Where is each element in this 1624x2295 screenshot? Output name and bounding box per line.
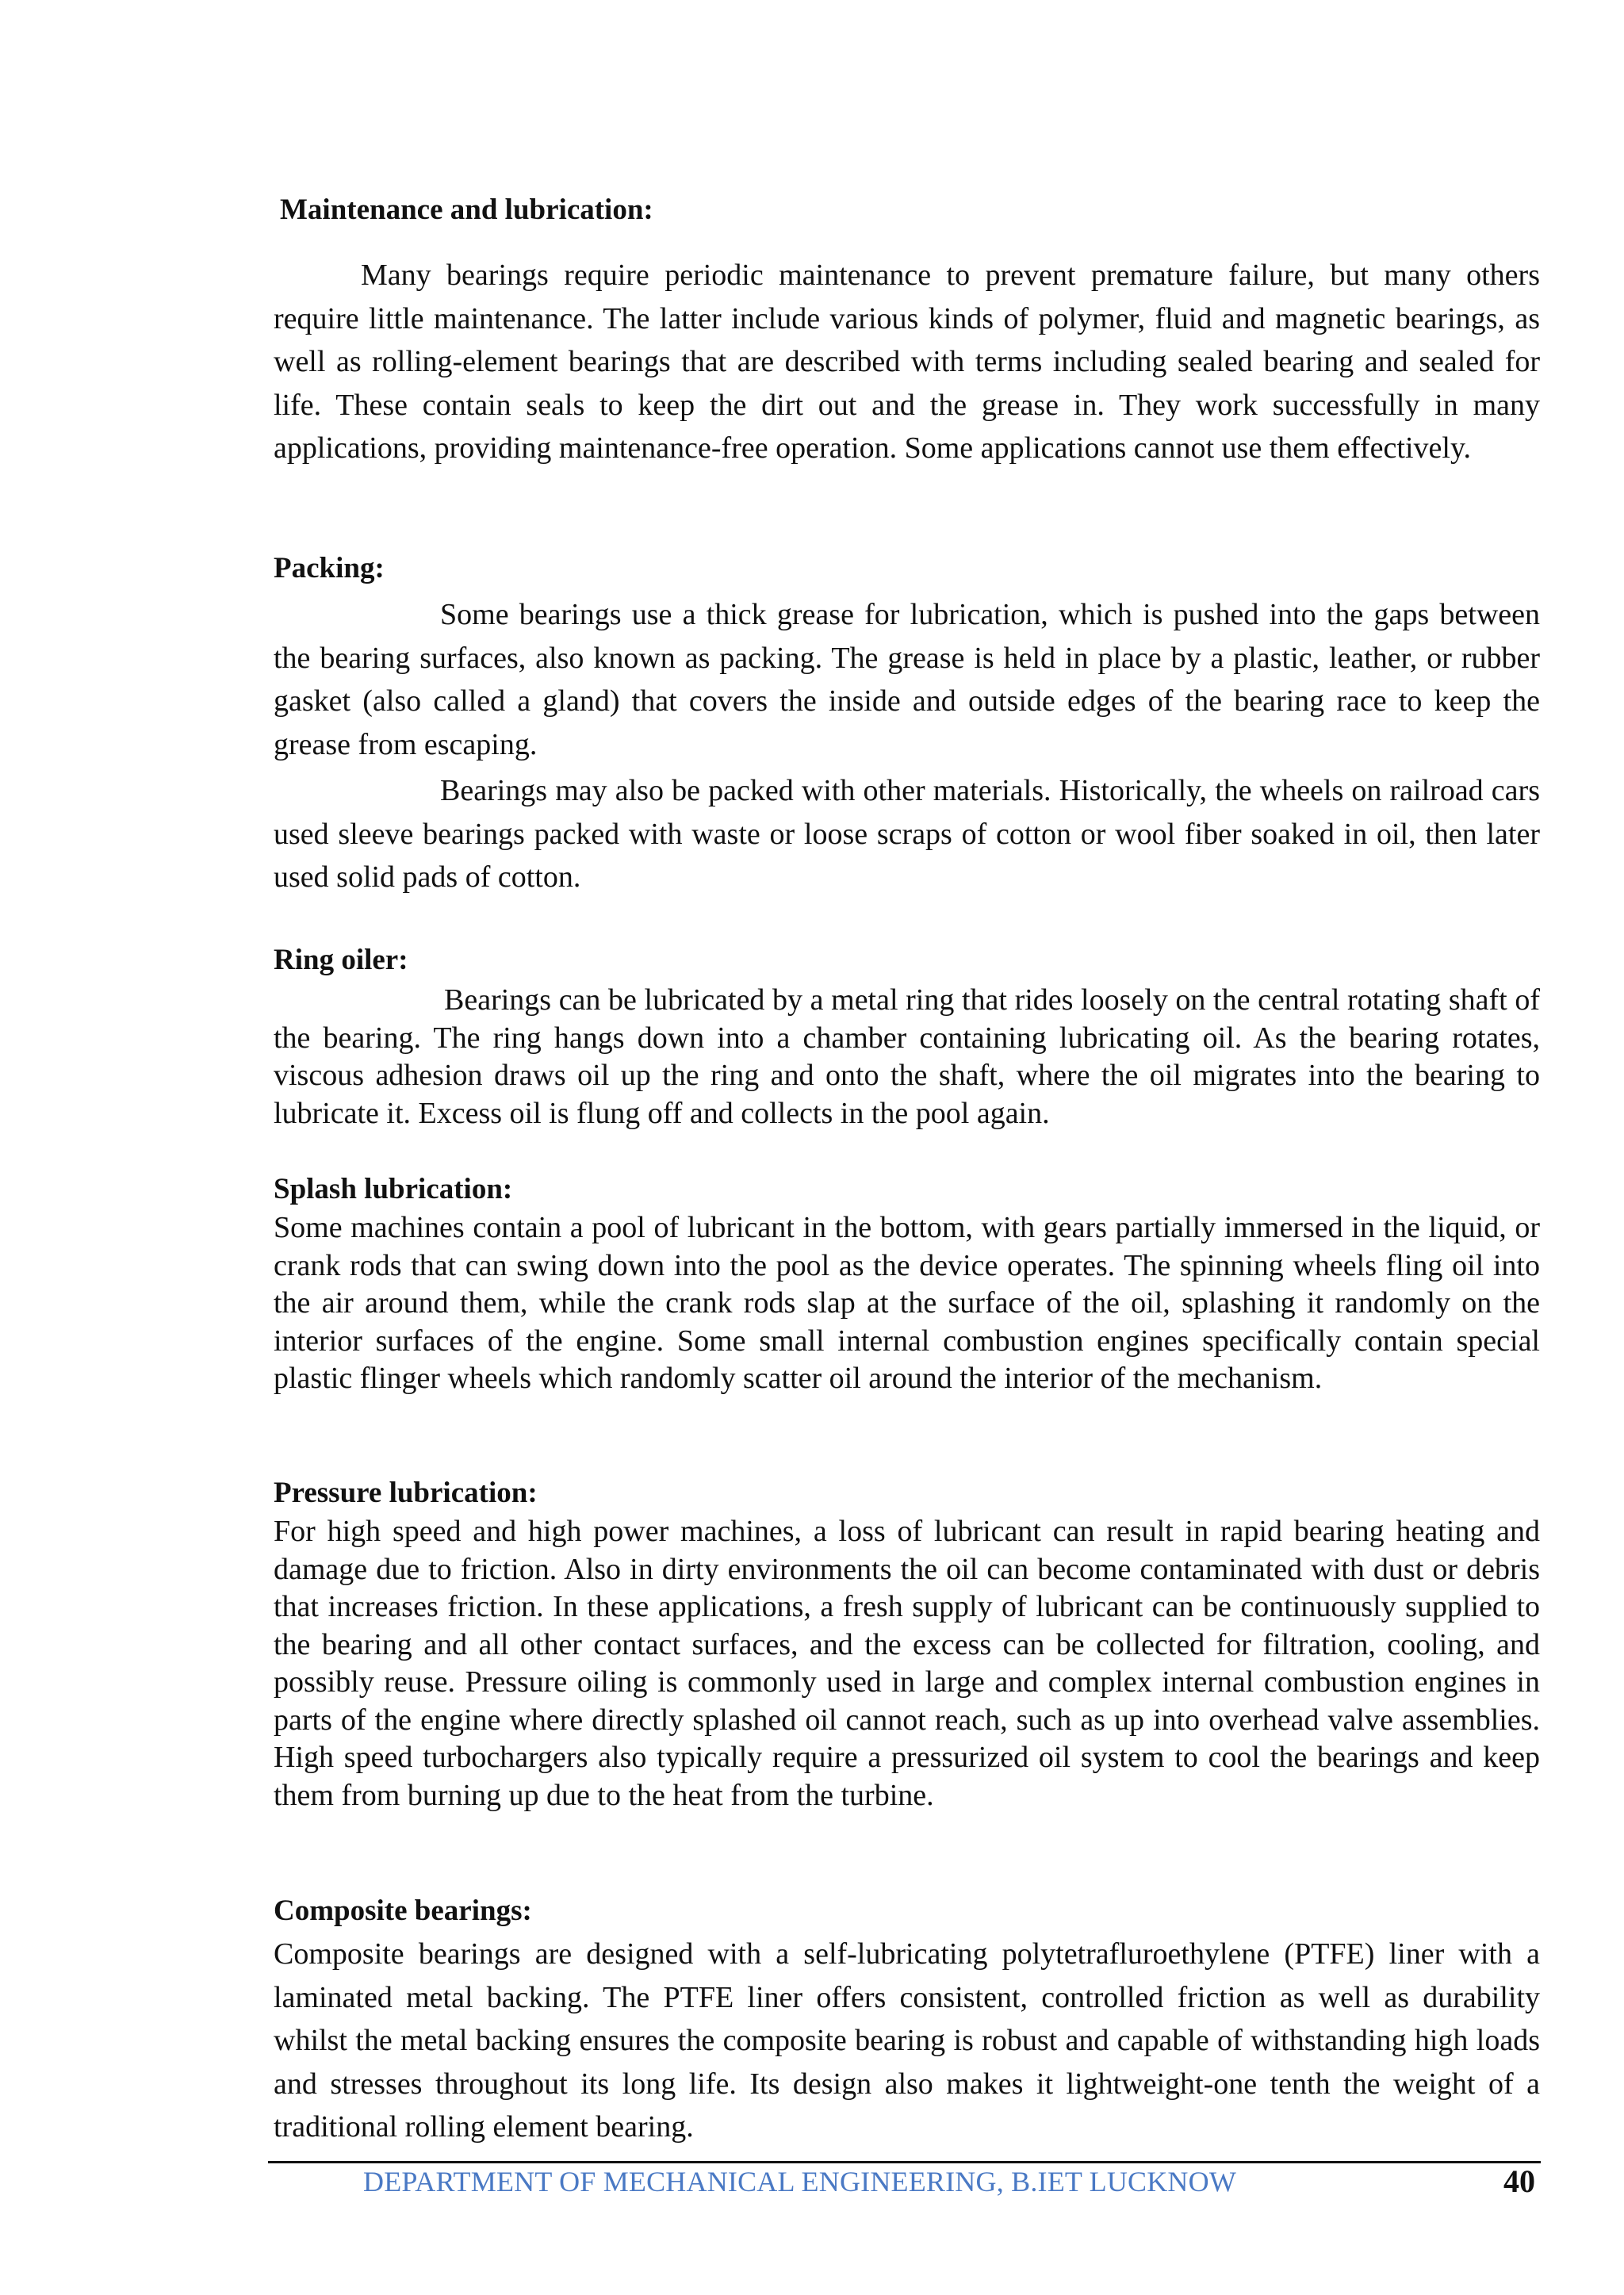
section-paragraph: Composite bearings are designed with a self-lubricating polytetrafluroethylene (PTFE) liner with a laminated metal backing. The PTFE liner offers consistent, controlled friction as well as durability whilst the metal backing ensures the composite bearing is robust and capable of withstanding high loads and stresses throughout its long life. Its design also makes it lightweight-one tenth the weight of a traditional rolling element bearing. bbox=[274, 1937, 1540, 2144]
section-paragraph: Many bearings require periodic maintenance to prevent premature failure, but many others require little maintenance. The latter include various kinds of polymer, fluid and magnetic bearings, as well as rolling-element bearings that are described with terms including sealed bearing and sealed for life. These contain seals to keep the dirt out and the grease in. They work successfully in many applications, providing maintenance-free operation. Some applications cannot use them effectively. bbox=[274, 259, 1540, 465]
section-heading: Maintenance and lubrication: bbox=[280, 193, 653, 226]
section-packing bbox=[274, 549, 1540, 899]
section-heading: Splash lubrication: bbox=[274, 1173, 513, 1205]
footer-divider bbox=[268, 2161, 1541, 2163]
section-paragraph: Some machines contain a pool of lubricant in the bottom, with gears partially immersed in the liquid, or crank rods that can swing down into the pool as the device operates. The spinning wheels fling oil into the air around them, while the crank rods slap at the surface of the oil, splashing it randomly on the interior surfaces of the engine. Some small internal combustion engines specifically contain special plastic flinger wheels which randomly scatter oil around the interior of the mechanism. bbox=[274, 1211, 1540, 1395]
section-heading: Ring oiler: bbox=[274, 944, 408, 976]
section-maintenance bbox=[274, 190, 1540, 470]
section-pressure-lubrication bbox=[274, 1473, 1540, 1814]
section-paragraph: Some bearings use a thick grease for lubrication, which is pushed into the gaps between the bearing surfaces, also known as packing. The grease is held in place by a plastic, leather, or rubber gasket (also called a gland) that covers the inside and outside edges of the bearing race to keep the grease from escaping. bbox=[274, 598, 1540, 761]
section-paragraph: Bearings may also be packed with other materials. Historically, the wheels on railroad cars used sleeve bearings packed with waste or loose scraps of cotton or wool fiber soaked in oil, then later used solid pads of cotton. bbox=[274, 774, 1540, 894]
section-paragraph: Bearings can be lubricated by a metal ring that rides loosely on the central rotating shaft of the bearing. The ring hangs down into a chamber containing lubricating oil. As the bearing rotates, viscous adhesion draws oil up the ring and onto the shaft, where the oil migrates into the bearing to lubricate it. Excess oil is flung off and collects in the pool again. bbox=[274, 983, 1540, 1130]
section-paragraph: For high speed and high power machines, a loss of lubricant can result in rapid bearing heating and damage due to friction. Also in dirty environments the oil can become contaminated with dust or debris that increases friction. In these applications, a fresh supply of lubricant can be continuously supplied to the bearing and all other contact surfaces, and the excess can be collected for filtration, cooling, and possibly reuse. Pressure oiling is commonly used in large and complex internal combustion engines in parts of the engine where directly splashed oil cannot reach, such as up into overhead valve assemblies. High speed turbochargers also typically require a pressurized oil system to cool the bearings and keep them from burning up due to the heat from the turbine. bbox=[274, 1515, 1540, 1812]
footer-department: DEPARTMENT OF MECHANICAL ENGINEERING, B.IET LUCKNOW bbox=[363, 2166, 1237, 2197]
section-composite-bearings bbox=[274, 1890, 1540, 2149]
section-splash-lubrication bbox=[274, 1170, 1540, 1398]
section-heading: Composite bearings: bbox=[274, 1895, 532, 1927]
section-heading: Packing: bbox=[274, 552, 385, 584]
page-number: 40 bbox=[1503, 2163, 1535, 2199]
section-ring-oiler bbox=[274, 941, 1540, 1132]
section-heading: Pressure lubrication: bbox=[274, 1477, 538, 1509]
